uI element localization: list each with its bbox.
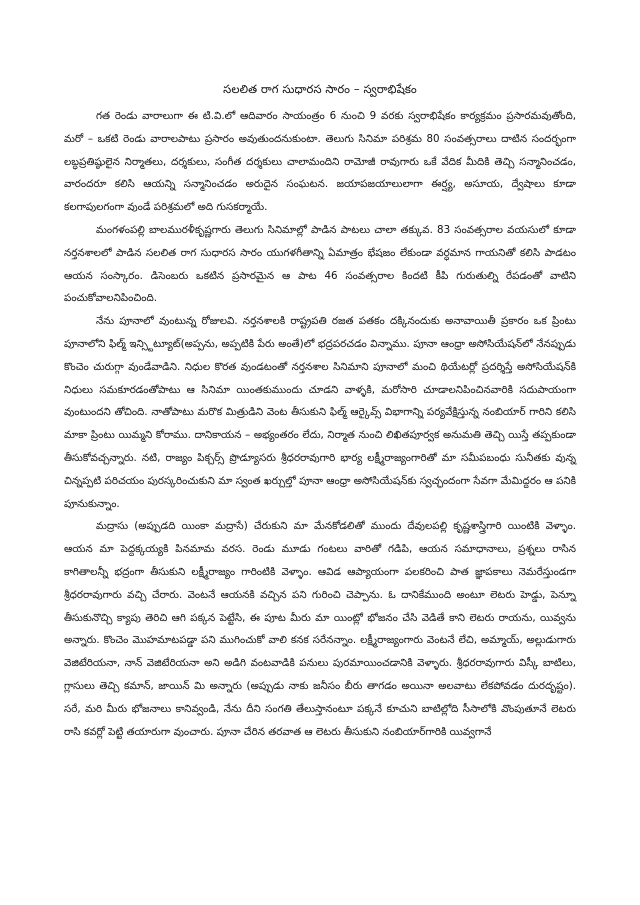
document-title: సలలిత రాగ సుధారస సారం – స్వరాభిషేకం xyxy=(223,82,417,96)
paragraph-3: నేను పూనాలో వుంటున్న రోజులవి. నర్తనశాలకి రాష్ట్రపతి రజత పతకం దక్కినందుకు అనావాయితీ ప్రకారం ఒక ప్రింటు పూనాలోని ఫిల్మ్ ఇన్స్టిట్యూట్(అప్పను, అప్పటికి పేరు అంతే)లో భద్రపరచడం విన్నాము. పూనా ఆంధ్రా అసోసియేషన్‌లో నేనప్పుడు కొంచెం చురుగ్గా వుండేవాడిని. నిధుల కొరత వుండటంతో నర్తనశాల సినిమాని పూనాలో మంచి థియేటర్లో ప్రదర్శిస్తే అసోసియేషన్‌కి నిధులు సమకూరడంతోపాటు ఆ సినిమా యింతకుముందు చూడని వాళ్ళకి, మరోసారి చూడాలనిపించినవారికి సదుపాయంగా వుంటుందని తోచింది. నాతోపాటు మరొక మిత్రుడిని వెంట తీసుకుని ఫిల్మ్ ఆర్కైవ్స్ విభాగాన్ని పర్యవేక్షిస్తున్న నంబియార్ గారిని కలిసి మాకా ప్రింటు యిమ్మని కోరాము. దానికాయన – అభ్యంతరం లేదు, నిర్మాత నుంచి లిఖితపూర్వక అనుమతి తెచ్చి యిస్తే తప్పకుండా తీసుకోవచ్చన్నారు. నటి, రాజ్యం పిక్చర్స్ ప్రొడ్యూసరు శ్రీధరరావుగారి భార్య లక్ష్మీరాజ్యంగారితో మా సమీపబంధు సునీతకు వున్న చిన్నప్పటి పరిచయం పురస్కరించుకుని మా స్వంత ఖర్చుల్తో పూనా ఆంధ్రా అసోసియేషన్‌కు స్వచ్ఛందంగా సేవగా మేమిద్దరం ఆ పనికి పూనుకున్నాం. xyxy=(64,315,576,510)
paragraph-2: మంగళంపల్లి బాలమురళీకృష్ణగారు తెలుగు సినిమాల్లో పాడిన పాటలు చాలా తక్కువ. 83 సంవత్సరాల వయసులో కూడా నర్తనశాలలో పాడిన సలలిత రాగ సుధారస సారం యుగళగీతాన్ని ఏమాత్రం భేషజం లేకుండా వర్ధమాన గాయనితో కలిసి పాడటం ఆయన సంస్కారం. డిసెంబరు ఒకటిన ప్రసారమైన ఆ పాట 46 సంవత్సరాల కిందటి కీపి గురుతుల్ని రేపడంతో వాటిని పంచుకోవాలనిపించింది. xyxy=(64,223,576,305)
paragraph-1: గత రెండు వారాలుగా ఈ టి.వి.లో ఆదివారం సాయంత్రం 6 నుంచి 9 వరకు స్వరాభిషేకం కార్యక్రమం ప్రసారమవుతోంది, మరో – ఒకటి రెండు వారాలపాటు ప్రసారం అవుతుందనుకుంటా. తెలుగు సినిమా పరిశ్రమ 80 సంవత్సరాలు దాటిన సందర్భంగా లబ్ధప్రతిష్ఠులైన నిర్మాతలు, దర్శకులు, సంగీత దర్శకులు చాలామందిని రామోజీ రావుగారు ఒకే వేదిక మీదికి తెచ్చి సన్మానించడం, వారందరూ కలిసి ఆయన్ని సన్మానించడం అరుదైన సంఘటన. జయాపజయాలులాగా ఈర్ష్య, అసూయ, ద్వేషాలు కూడా కలగాపులగంగా వుండే పరిశ్రమలో అది గుసకర్మాయే. xyxy=(64,110,576,214)
document-body xyxy=(64,105,576,743)
paragraph-4: మద్రాసు (అప్పుడది యింకా మద్రాసే) చేరుకుని మా మేనకోడలితో ముందు దేవులపల్లి కృష్ణశాస్త్రిగారి యింటికి వెళ్ళాం. ఆయన మా పెద్దక్కయ్యకి పినమామ వరస. రెండు మూడు గంటలు వారితో గడిపి, ఆయన సమాధానాలు, ప్రశ్నలు రాసిన కాగితాలన్నీ భద్రంగా తీసుకుని లక్ష్మీరాజ్యం గారింటికి వెళ్ళాం. ఆవిడ ఆప్యాయంగా పలకరించి పాత జ్ఞాపకాలు నెమరేస్తుండగా శ్రీధరరావుగారు వచ్చి చేరారు. వెంటనే ఆయనకి వచ్చిన పని గురించి చెప్పాను. ఓ దానికేముంది అంటూ లెటరు హెడ్డు, పెన్నూ తీసుకునొచ్చి క్యాపు తెరిచి ఆగి పక్కన పెట్టేసి, ఈ పూట మీరు మా యింట్లో భోజనం చేసి వెడితే కాని లెటరు రాయను, యివ్వను అన్నారు. కొంచెం మొహమాటపడ్డా పని ముగించుకో వాలి కనక సరేనన్నాం. లక్ష్మీరాజ్యంగారు వెంటనే లేచి, అమ్మాయ్, అల్లుడుగారు వెజిటేరియనా, నాన్ వెజిటేరియనా అని అడిగి వంటవాడికి పనులు పురమాయించడానికి వెళ్ళారు. శ్రీధరరావుగారు విస్కీ బాటిలు, గ్లాసులు తెచ్చి కమాన్, జాయిన్ మి అన్నారు (అప్పుడు నాకు జనీసం బీరు తాగడం అయినా అలవాటు లేకపోవడం దురదృష్టం). సరే, మరి మీరు భోజనాలు కానివ్వండి, నేను దీని సంగతి తేలుస్తానంటూ పక్కనే కూచుని బాటిల్లోది సీసాలోకి వొంపుతూనే లెటరు రాసి కవర్లో పెట్టి తయారుగా వుంచారు. పూనా చేరిన తరవాత ఆ లెటరు తీసుకుని నంబియార్‌గారికి యివ్వగానే xyxy=(64,520,576,738)
